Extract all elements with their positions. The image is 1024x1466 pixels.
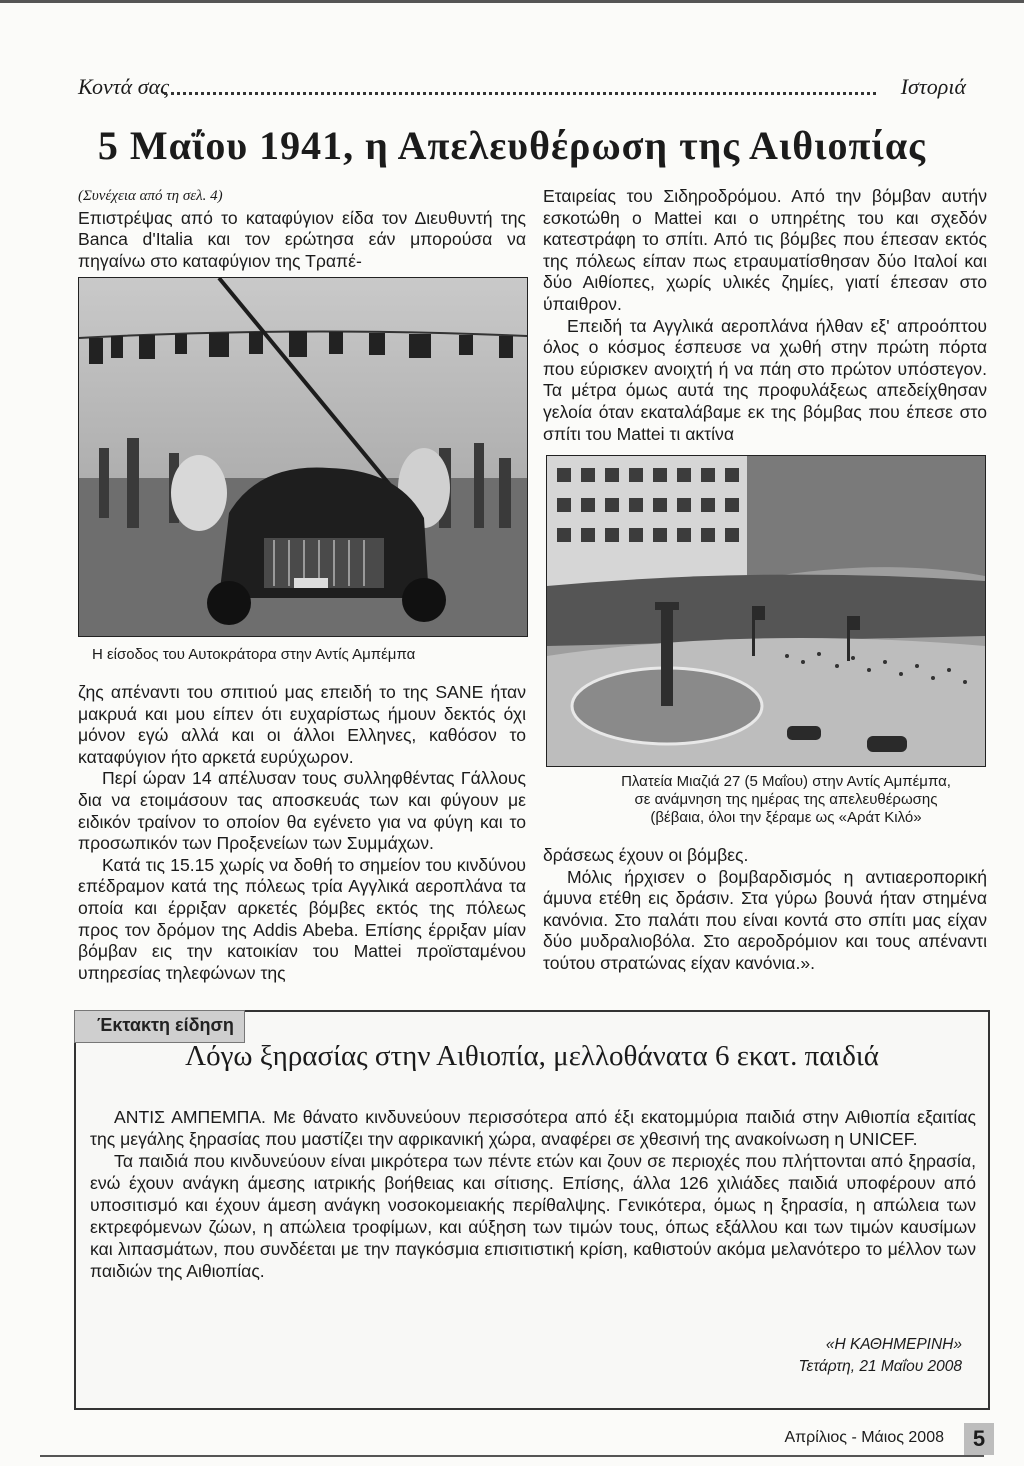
article-headline: 5 Μαΐου 1941, η Απελευθέρωση της Αιθιοπίας [97, 123, 927, 168]
source-date: Τετάρτη, 21 Μαΐου 2008 [798, 1358, 962, 1375]
paragraph: ζης απέναντι του σπιτιού μας επειδή το της SANE ήταν μακρυά και μου είπεν ότι ευχαρίστως ήμουν δεκτός όχι μόνον εγώ αλλά και οι άλλοι Ελληνες, καθόσον το καταφύγιον ήτο αρκετά ευρύχωρον. [78, 682, 526, 767]
breaking-news-body [90, 1106, 976, 1282]
square-photo [546, 455, 986, 767]
page-footer [784, 1423, 994, 1455]
bottom-rule [40, 1455, 984, 1457]
breaking-news-tag: Έκτακτη είδηση [74, 1010, 245, 1043]
paragraph: ΑΝΤΙΣ ΑΜΠΕΜΠΑ. Με θάνατο κινδυνεύουν περισσότερα από έξι εκατομμύρια παιδιά στην Αιθιοπία εξαιτίας της μεγάλης ξηρασίας που μαστίζει την αφρικανική χώρα, αναφέρει σε χθεσινή της ανακοίνωση η UNICEF. [90, 1107, 976, 1149]
paragraph: Επιστρέψας από το καταφύγιον είδα τον Διευθυντή της Banca d'Italia και τον ερώτησα εάν μπορούσα να πηγαίνω στο καταφύγιον της Τραπέ- [78, 207, 526, 271]
paragraph: Επειδή τα Αγγλικά αεροπλάνα ήλθαν εξ' απροόπτου όλος ο κόσμος έσπευσε να χωθή στην πρώτη πόρτα που εύρισκεν ανοιχτή ή να πάη στο πρώτον υπόστεγον. Τα μέτρα όμως αυτά της προφυλάξεως απεδείχθησαν γελοία όταν εκαταλάβαμε εκ της βόμβας που έπεσε στο σπίτι του Mattei τι ακτίνα [543, 315, 987, 444]
header-dotted-leader [164, 92, 876, 95]
article-col1-top [78, 186, 526, 272]
breaking-news-title: Λόγω ξηρασίας στην Αιθιοπία, μελλοθάνατα 6 εκατ. παιδιά [185, 1040, 879, 1072]
square-caption-line: σε ανάμνηση της ημέρας της απελευθέρωσης [634, 791, 938, 808]
paragraph: Τα παιδιά που κινδυνεύουν είναι μικρότερα των πέντε ετών και ζουν σε περιοχές που πλήττονται από ξηρασία, ενώ έχουν ανάγκη άμεσης ιατρικής βοήθειας και σίτισης. Επίσης, άλλα 126 χιλιάδες παιδιά υποφέρουν από υποσιτισμό και έχουν άμεση ανάγκη νοσοκομειακής περίθαλψης. Γενικότερα, όμως η ξηρασία, η απώλεια των εκτρεφόμενων ζώων, η απώλεια τροφίμων, και αύξηση των τιμών τους, όπως εξάλλου και των τιμών καυσίμων και λιπασμάτων, που συνδέεται με την παγκόσμια επισιτιστική κρίση, καθιστούν ακόμα μελανότερο το μέλλον των παιδιών της Αιθιοπίας. [90, 1151, 976, 1281]
continuation-note: (Συνέχεια από τη σελ. 4) [78, 188, 223, 204]
emperor-entry-caption: Η είσοδος του Αυτοκράτορα στην Αντίς Αμπέμπα [92, 646, 416, 663]
issue-label: Απρίλιος - Μάιος 2008 [784, 1429, 944, 1446]
paragraph: Περί ώραν 14 απέλυσαν τους συλληφθέντας Γάλλους δια να ετοιμάσουν τας αποσκευάς των και φύγουν με ειδικόν τραίνον το οποίον θα εγένετο για να φύγη και το προσωπικόν των Προξενείων των Συμμάχων. [78, 768, 526, 854]
article-col1-bottom [78, 682, 526, 984]
article-col2-top [543, 186, 987, 445]
category-label: Ιστοριά [900, 74, 966, 99]
square-photo-image [547, 456, 985, 766]
breaking-news-box [74, 1010, 990, 1410]
page-number: 5 [964, 1423, 994, 1455]
square-caption-line: Πλατεία Μιαζιά 27 (5 Μαΐου) στην Αντίς Αμπέμπα, [621, 773, 951, 790]
square-caption-line: (βέβαια, όλοι την ξέραμε ως «Αράτ Κιλό» [650, 809, 922, 826]
paragraph: Εταιρείας του Σιδηροδρόμου. Από την βόμβαν αυτήν εσκοτώθη ο Mattei και ο υπηρέτης του και σχεδόν κατεστράφη το σπίτι. Από τις βόμβες που έπεσαν εκτός της πόλεως είπαν πως ετραυματίσθησαν δύο Ιταλοί και δύο Αιθίοπες, χωρίς υλικές ζημίες, γιατί έπεσαν στο ύπαιθρον. [543, 186, 987, 314]
paragraph: δράσεως έχουν οι βόμβες. [543, 845, 749, 865]
source-name: «Η ΚΑΘΗΜΕΡΙΝΗ» [825, 1336, 962, 1353]
page-header [78, 74, 966, 106]
top-rule [0, 0, 1024, 3]
paragraph: Μόλις ήρχισεν ο βομβαρδισμός η αντιαεροπορική άμυνα ετέθη εις δράσιν. Στα γύρω βουνά ήταν στημένα κανόνια. Στο παλάτι που είναι κοντά στο σπίτι μας είχαν δύο μυδραλιοβόλα. Στο αεροδρόμιον και τους απέναντι τούτου στρατώνας είχαν κανόνια.». [543, 866, 987, 973]
emperor-entry-photo [78, 277, 528, 637]
section-label: Κοντά σας [78, 74, 170, 99]
paragraph: Κατά τις 15.15 χωρίς να δοθή το σημείον του κινδύνου επέδραμον κατά της πόλεως τρία Αγγλικά αεροπλάνα τα οποία και έρριξαν αρκετές βόμβες εκτός της πόλεως προς τον δρόμον της Addis Abeba. Επίσης έρριξαν μίαν βόμβαν εις την κατοικίαν του Mattei προϊσταμένου υπηρεσίας τηλεφώνων της [78, 854, 526, 983]
square-caption [586, 773, 986, 827]
article-col2-bottom [543, 845, 987, 975]
emperor-entry-photo-image [79, 278, 527, 636]
breaking-news-source [798, 1334, 962, 1378]
